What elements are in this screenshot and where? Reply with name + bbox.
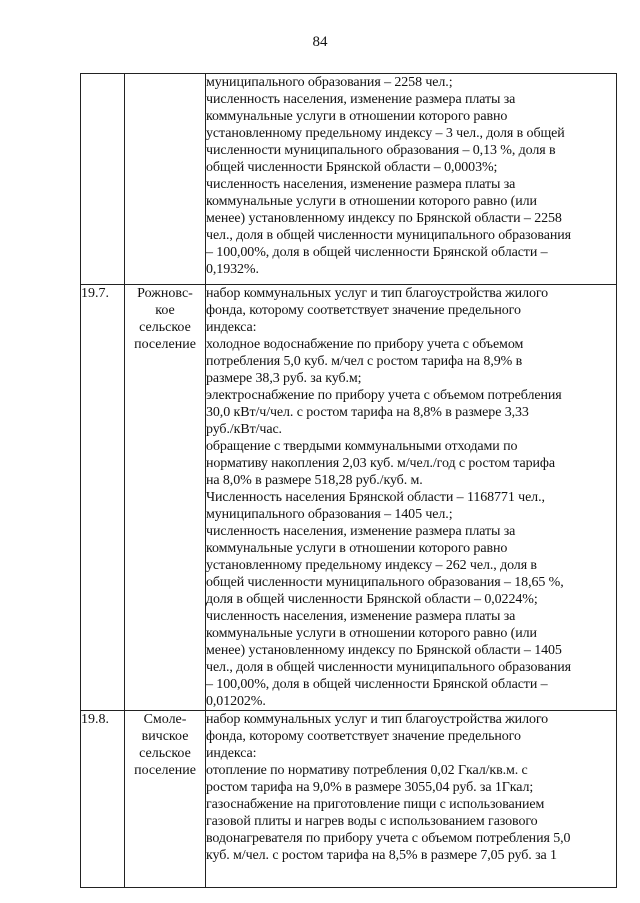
description-line: индекса: xyxy=(206,320,257,335)
settlement-name-line: Рожновс- xyxy=(137,286,193,301)
description-line: ростом тарифа на 9,0% в размере 3055,04 руб. за 1Гкал; xyxy=(206,780,534,795)
description-line: водонагревателя по прибору учета с объемом потребления 5,0 xyxy=(206,831,571,846)
description-line: установленному предельному индексу – 3 чел., доля в общей xyxy=(206,126,565,141)
description-line: набор коммунальных услуг и тип благоустройства жилого xyxy=(206,712,549,727)
description-line: численность населения, изменение размера платы за xyxy=(206,609,516,624)
description-cell xyxy=(206,711,617,888)
description-line: набор коммунальных услуг и тип благоустройства жилого xyxy=(206,286,549,301)
page-number: 84 xyxy=(312,34,328,50)
settlement-name-line: кое xyxy=(155,303,175,318)
row-number-cell xyxy=(81,74,125,285)
description-line: менее) установленному индексу по Брянской области – 1405 xyxy=(206,643,562,658)
table-body xyxy=(81,74,617,888)
description-line: холодное водоснабжение по прибору учета с объемом xyxy=(206,337,524,352)
description-line: – 100,00%, доля в общей численности Брянской области – xyxy=(206,677,548,692)
description-line: руб./кВт/час. xyxy=(206,422,282,437)
description-line: общей численности Брянской области – 0,0003%; xyxy=(206,160,498,175)
description-line: газоснабжение на приготовление пищи с использованием xyxy=(206,797,545,812)
row-number-cell: 19.7. xyxy=(81,285,125,711)
description-line: отопление по нормативу потребления 0,02 Гкал/кв.м. с xyxy=(206,763,528,778)
description-line: общей численности муниципального образования – 18,65 %, xyxy=(206,575,564,590)
description-line: численности муниципального образования – 0,13 %, доля в xyxy=(206,143,556,158)
description-line: потребления 5,0 куб. м/чел с ростом тарифа на 8,9% в xyxy=(206,354,523,369)
table-row xyxy=(81,285,617,711)
settlement-name-line: сельское xyxy=(139,746,191,761)
description-line: чел., доля в общей численности муниципального образования xyxy=(206,660,571,675)
settlement-name-line: поселение xyxy=(134,337,196,352)
settlement-name-line: Смоле- xyxy=(143,712,187,727)
description-line: доля в общей численности Брянской области – 0,0224%; xyxy=(206,592,538,607)
description-line: численность населения, изменение размера платы за xyxy=(206,524,516,539)
settlement-name-cell xyxy=(125,285,206,711)
description-line: 0,1932%. xyxy=(206,262,259,277)
description-line: газовой плиты и нагрев воды с использованием газового xyxy=(206,814,538,829)
description-line: 30,0 кВт/ч/чел. с ростом тарифа на 8,8% в размере 3,33 xyxy=(206,405,529,420)
description-line: индекса: xyxy=(206,746,257,761)
description-line: на 8,0% в размере 518,28 руб./куб. м. xyxy=(206,473,423,488)
table-row xyxy=(81,711,617,888)
description-line: фонда, которому соответствует значение предельного xyxy=(206,729,521,744)
description-line: коммунальные услуги в отношении которого равно (или xyxy=(206,626,537,641)
description-line: электроснабжение по прибору учета с объемом потребления xyxy=(206,388,562,403)
description-line: фонда, которому соответствует значение предельного xyxy=(206,303,521,318)
settlement-name-line: сельское xyxy=(139,320,191,335)
description-line: муниципального образования – 1405 чел.; xyxy=(206,507,453,522)
description-line: чел., доля в общей численности муниципального образования xyxy=(206,228,571,243)
row-number-cell: 19.8. xyxy=(81,711,125,888)
settlement-name-line: поселение xyxy=(134,763,196,778)
description-line: куб. м/чел. с ростом тарифа на 8,5% в размере 7,05 руб. за 1 xyxy=(206,848,557,863)
description-cell xyxy=(206,74,617,285)
settlement-name-cell xyxy=(125,74,206,285)
description-line: обращение с твердыми коммунальными отходами по xyxy=(206,439,518,454)
tariff-table xyxy=(80,73,617,888)
description-line: численность населения, изменение размера платы за xyxy=(206,177,516,192)
description-line: установленному предельному индексу – 262 чел., доля в xyxy=(206,558,537,573)
description-line: численность населения, изменение размера платы за xyxy=(206,92,516,107)
description-line: – 100,00%, доля в общей численности Брянской области – xyxy=(206,245,548,260)
description-line: муниципального образования – 2258 чел.; xyxy=(206,75,453,90)
description-line: коммунальные услуги в отношении которого равно (или xyxy=(206,194,537,209)
settlement-name-cell xyxy=(125,711,206,888)
description-line: нормативу накопления 2,03 куб. м/чел./год с ростом тарифа xyxy=(206,456,555,471)
description-line: 0,01202%. xyxy=(206,694,266,709)
description-line: Численность населения Брянской области – 1168771 чел., xyxy=(206,490,545,505)
settlement-name-line: вичское xyxy=(141,729,189,744)
description-line: размере 38,3 руб. за куб.м; xyxy=(206,371,362,386)
description-line: коммунальные услуги в отношении которого равно xyxy=(206,541,508,556)
table-row xyxy=(81,74,617,285)
description-line: коммунальные услуги в отношении которого равно xyxy=(206,109,508,124)
description-line: менее) установленному индексу по Брянской области – 2258 xyxy=(206,211,562,226)
description-cell xyxy=(206,285,617,711)
